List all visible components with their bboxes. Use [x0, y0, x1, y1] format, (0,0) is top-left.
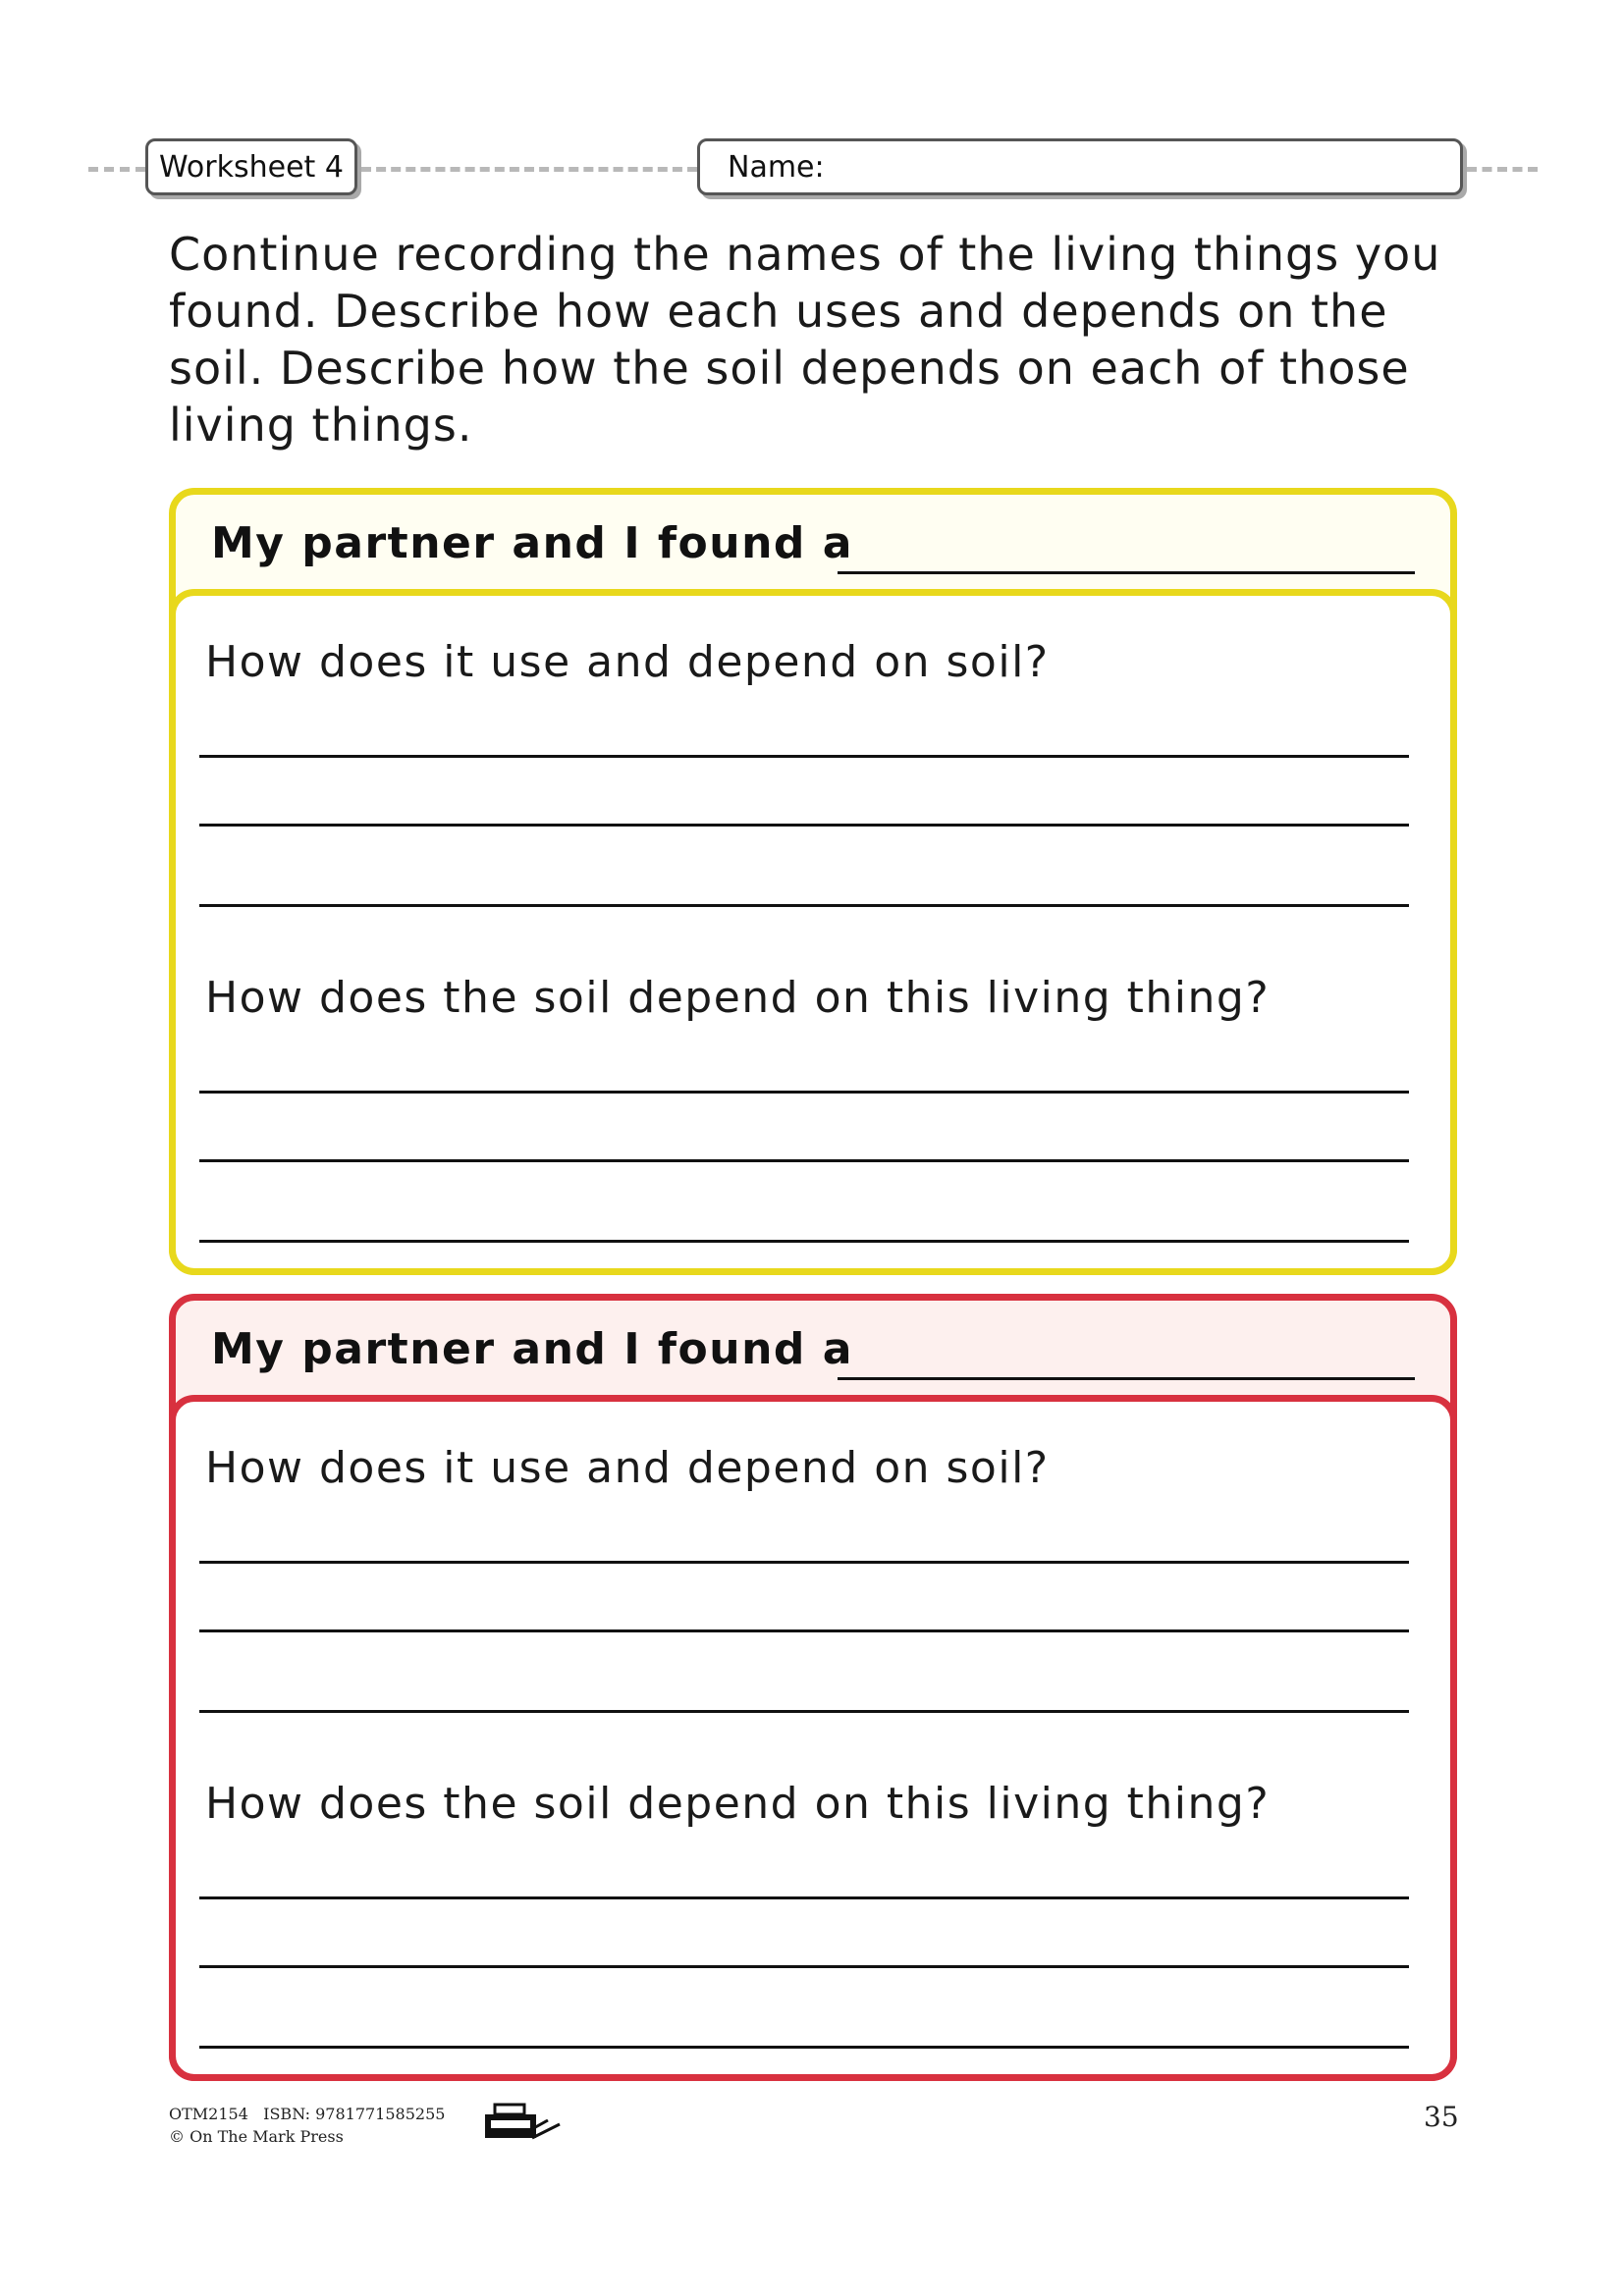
- question-soil-depends: How does the soil depend on this living thing?: [205, 973, 1271, 1023]
- answer-line[interactable]: [199, 1965, 1409, 1968]
- header-dash-middle: [361, 167, 697, 172]
- header-dash-right: [1467, 167, 1538, 172]
- footer-code-isbn: OTM2154 ISBN: 9781771585255: [169, 2105, 446, 2123]
- question-soil-depends: How does the soil depend on this living thing?: [205, 1779, 1271, 1829]
- answer-line[interactable]: [199, 1159, 1409, 1162]
- name-field[interactable]: [697, 138, 1463, 195]
- answer-line[interactable]: [199, 824, 1409, 827]
- printer-logo-icon: [483, 2101, 562, 2142]
- answer-line[interactable]: [199, 1091, 1409, 1094]
- found-label: My partner and I found a: [211, 1324, 853, 1374]
- answer-line[interactable]: [199, 1240, 1409, 1243]
- worksheet-label: Worksheet 4: [159, 149, 344, 185]
- answer-line[interactable]: [199, 2046, 1409, 2049]
- instructions-text: Continue recording the names of the living things you found. Describe how each uses and depends on the soil. Describe how the soil depends on each of those living things.: [169, 228, 1441, 452]
- found-answer-line[interactable]: [838, 571, 1415, 574]
- footer-copyright: © On The Mark Press: [169, 2127, 344, 2146]
- found-label: My partner and I found a: [211, 518, 853, 568]
- entry-card-body: [169, 1395, 1457, 2081]
- page-number: 35: [1424, 2101, 1459, 2133]
- worksheet-tab: [145, 138, 357, 195]
- question-use-soil: How does it use and depend on soil?: [205, 1443, 1050, 1493]
- entry-card-body: [169, 589, 1457, 1275]
- footer-publisher-info: [169, 2103, 445, 2148]
- answer-line[interactable]: [199, 1710, 1409, 1713]
- answer-line[interactable]: [199, 755, 1409, 758]
- entry-card-2: [169, 1294, 1457, 2081]
- answer-line[interactable]: [199, 1629, 1409, 1632]
- answer-line[interactable]: [199, 1896, 1409, 1899]
- answer-line[interactable]: [199, 1561, 1409, 1564]
- entry-card-1: [169, 488, 1457, 1275]
- name-label: Name:: [728, 149, 825, 185]
- question-use-soil: How does it use and depend on soil?: [205, 637, 1050, 687]
- header-dash-left: [88, 167, 145, 172]
- found-answer-line[interactable]: [838, 1377, 1415, 1380]
- answer-line[interactable]: [199, 904, 1409, 907]
